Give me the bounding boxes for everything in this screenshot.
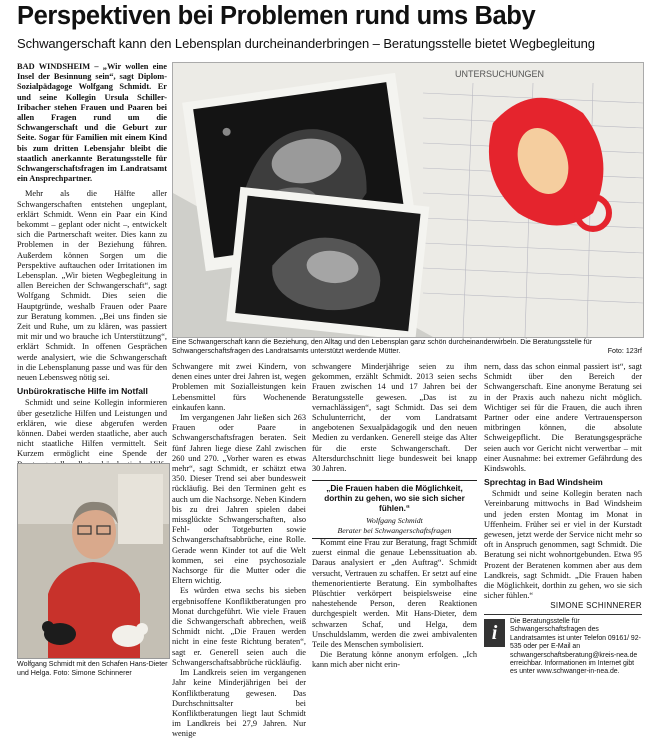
col1-paragraph-2: Schmidt und seine Kollegin informieren über gesetzliche Hilfen und Leistungen und erklären, wie diese abgerufen werden können. Dabei werden staatliche, aber auch nicht staatliche Hilfen vermittelt. Seit Kurzem ermöglicht eine Spende der <box>17 398 167 459</box>
dateline-place: BAD WINDSHEIM <box>17 62 91 71</box>
col3-paragraph-2: Kommt eine Frau zur Beratung, fragt Schmidt zuerst einmal die genaue Lebenssituation ab. Daraus analysiert er „den Auftrag“. Schmidt versucht, Vertrauen zu schaffen. Er setzt auf eine themenorientierte Beratung. Ein symbolhaftes Plüschtier verkörpert beispielsweise eine nahestehende Person, deren Reaktionen durchgespielt werden. Mit Hans-Dieter, dem schwarzen Schaf, und Helga, dem Unschuldslamm, werden die zwei ambivalenten Teile des Menschen symbolisiert. <box>312 538 477 650</box>
main-photo-credit: Foto: 123rf <box>607 346 642 355</box>
quote-text: „Die Frauen haben die Möglichkeit, dorthin zu gehen, wo sie sich sicher fühlen.“ <box>324 484 465 513</box>
subhead-sprechtag: Sprechtag in Bad Windsheim <box>484 477 603 488</box>
column-3-top <box>312 362 477 474</box>
article-author: SIMONE SCHINNERER <box>550 601 642 611</box>
col3-paragraph-3: Die Beratung könne anonym erfolgen. „Ich kann mich aber nicht erin- <box>312 650 477 670</box>
info-box <box>484 614 642 678</box>
form-heading-text: UNTERSUCHUNGEN <box>455 69 545 79</box>
subheadline: Schwangerschaft kann den Lebensplan durcheinanderbringen – Beratungsstelle bietet Wegbegleitung <box>17 36 595 51</box>
lead-text: – „Wir wollen eine Insel der Besinnung sein“, sagt Diplom-Sozialpädagoge Wolfgang Schmidt. Er und seine Kollegin Ursula Schiller-Iribacher stehen Frauen und Paaren bei allen Fragen rund um die Schwangerschaft und die Geburt zur Seite. Sogar für Familien mit einem Kind bis zum dritten Lebensjahr bleibt die staatlich anerkannte Beratungsstelle für Schwangerschaftsfragen im Landratsamt ein Ansprechpartner. <box>17 62 168 184</box>
info-box-text: Die Beratungsstelle für Schwangerschaftsfragen des Landratsamtes ist unter Telefon 09161/ 92-535 oder per E-Mail an schwangerschaftsberatung@kreis-nea.de erreichbar. Informationen im Internet gibt es unter www.schwanger-in-nea.de. <box>510 618 641 676</box>
main-caption-text: Eine Schwangerschaft kann die Beziehung, den Alltag und den Lebensplan ganz schön durcheinanderwirbeln. Die Beratungsstelle für Schwangerschaftsfragen des Landratsamts unterstützt werdende Mütter. <box>172 338 592 355</box>
portrait-illustration <box>18 464 169 658</box>
column-1 <box>17 62 167 490</box>
info-icon: i <box>484 619 505 647</box>
column-4 <box>484 362 642 612</box>
col1-paragraph-1: Mehr als die Hälfte aller Schwangerschaften entstehen ungeplant, erklärt Schmidt. Wenn ein Paar ein Kind bekommt – geplant oder nicht –, entwickelt sich die Partnerschaft weiter. Dies kann zu Problemen in der Beziehung führen. Außerdem können Sorgen um die Perspektive auftauchen oder Irritationen im Lebensplan. „Wir bieten Wegbegleitung in allen Bereichen der Schwangerschaft“, sagt Wolfgang Schmidt. Dies seien die Hauptgründe, weshalb Frauen oder Paare zur Beratung kommen. „Bei uns finden sie Zeit und Ruhe, um zu klären, was passiert mit mir und wo brauche ich Unterstützung“, erklärt Schmidt. In offenen Gesprächen werde analysiert, wie die Schwangerschaft in die Lebensplanung passe und was für den neuen Lebensweg nötig sei. <box>17 189 167 383</box>
subhead-notfall: Unbürokratische Hilfe im Notfall <box>17 386 148 397</box>
col2-paragraph-1: Schwangere mit zwei Kindern, von denen eines unter drei Jahren ist, wegen Problemen mit Sozialleistungen kein Lebensmittel fürs Wochenende einkaufen kann. <box>172 362 306 412</box>
col3-paragraph-1: schwangere Minderjährige seien zu ihm gekommen, erzählt Schmidt. 2013 seien sechs Frauen zwischen 14 und 17 Jahren bei der Beratungsstelle gewesen. „Das ist zu vernachlässigen“, sagt Schmidt. Das sei dem Schulunterricht, der vom Landratsamt angebotenen Sexualpädagogik und den neuen Medien zu verdanken. Generell steige das Alter für die erste Schwangerschaft. Der Altersdurchschnitt liege bundesweit bei knapp 30 Jahren. <box>312 362 477 474</box>
portrait-photo <box>17 463 170 659</box>
col4-paragraph-1: nern, dass das schon einmal passiert ist“, sagt Schmidt über den Bereich der Schwangerschaft. Eine anonyme Beratung sei in der Praxis auch nahezu nicht möglich. Wichtiger sei für die Frauen, die auch ihren Partner oder eine andere Vertrauensperson mitbringen können, die absolute Schweigepflicht. Die Beratungsgespräche seien auch vor Gericht nicht verwertbar – mit einer Ausnahme: bei extremer Gefährdung des Kindswohls. <box>484 362 642 474</box>
ultrasound-pacifier-illustration <box>173 63 643 337</box>
portrait-caption: Wolfgang Schmidt mit den Schafen Hans-Dieter und Helga. Foto: Simone Schinnerer <box>17 660 168 677</box>
quote-author-name: Wolfgang Schmidt <box>366 516 423 525</box>
main-photo-ultrasound <box>172 62 644 338</box>
col2-paragraph-3: Es würden etwa sechs bis sieben ergebnisoffene Konfliktberatungen pro Monat durchgeführt. Wie viele Frauen die Schwangerschaft abbrechen, weiß Schmidt nicht. „Die Frauen werden nicht in eine feste Richtung beraten“, sagt er. Generell seien auch die Schwangerschaftsabbrüche rückläufig. <box>172 586 306 667</box>
pull-quote <box>312 480 477 539</box>
lead-paragraph <box>17 62 167 184</box>
headline: Perspektiven bei Problemen rund ums Baby <box>17 2 536 30</box>
quote-author-role: Berater bei Schwangerschaftsfragen <box>337 525 452 535</box>
col4-paragraph-2: Schmidt und seine Kollegin beraten nach Vereinbarung mittwochs in Bad Windsheim und jeden ersten Montag im Monat in Uffenheim. Früher sei er viel in der Kurstadt gewesen, jetzt werde der Service nicht mehr so oft in Anspruch genommen, sagt Schmidt. Die Beratung sei nicht wohnortgebunden. Etwa 95 Prozent der Beratenen kommen aber aus dem Landkreis, sagt Schmidt. „Die Frauen haben die Möglichkeit, dorthin zu gehen, wo sie sich sicher fühlen.“ <box>484 489 642 601</box>
col2-paragraph-2: Im vergangenen Jahr ließen sich 263 Frauen oder Paare in Schwangerschaftsfragen beraten. Seit fünf Jahren liege diese Zahl zwischen 260 und 270. „Vorher waren es etwas mehr“, sagt Schmidt, er schätzt etwa 350. Dieser Trend sei aber bundesweit rückläufig. Bei den Terminen geht es auch um die Nachsorge. Neben Kindern bis zu drei Jahren spielen dabei missglückte Schwangerschaften, also Fehl- oder Totgeburten sowie Schwangerschaftsabbrüche, eine Rolle. Gerade wenn Kinder tot auf die Welt kommen, sei eine psychosoziale Nachsorge für die Mutter oder die Eltern wichtig. <box>172 413 306 586</box>
col2-paragraph-4: Im Landkreis seien im vergangenen Jahr keine Minderjährigen bei der Konfliktberatung gewesen. Das Durchschnittsalter bei Konfliktberatungen liegt laut Schmidt im Landkreis bei 27,9 Jahren. Nur wenige <box>172 668 306 739</box>
main-photo-caption <box>172 338 642 355</box>
column-3-bottom <box>312 538 477 671</box>
